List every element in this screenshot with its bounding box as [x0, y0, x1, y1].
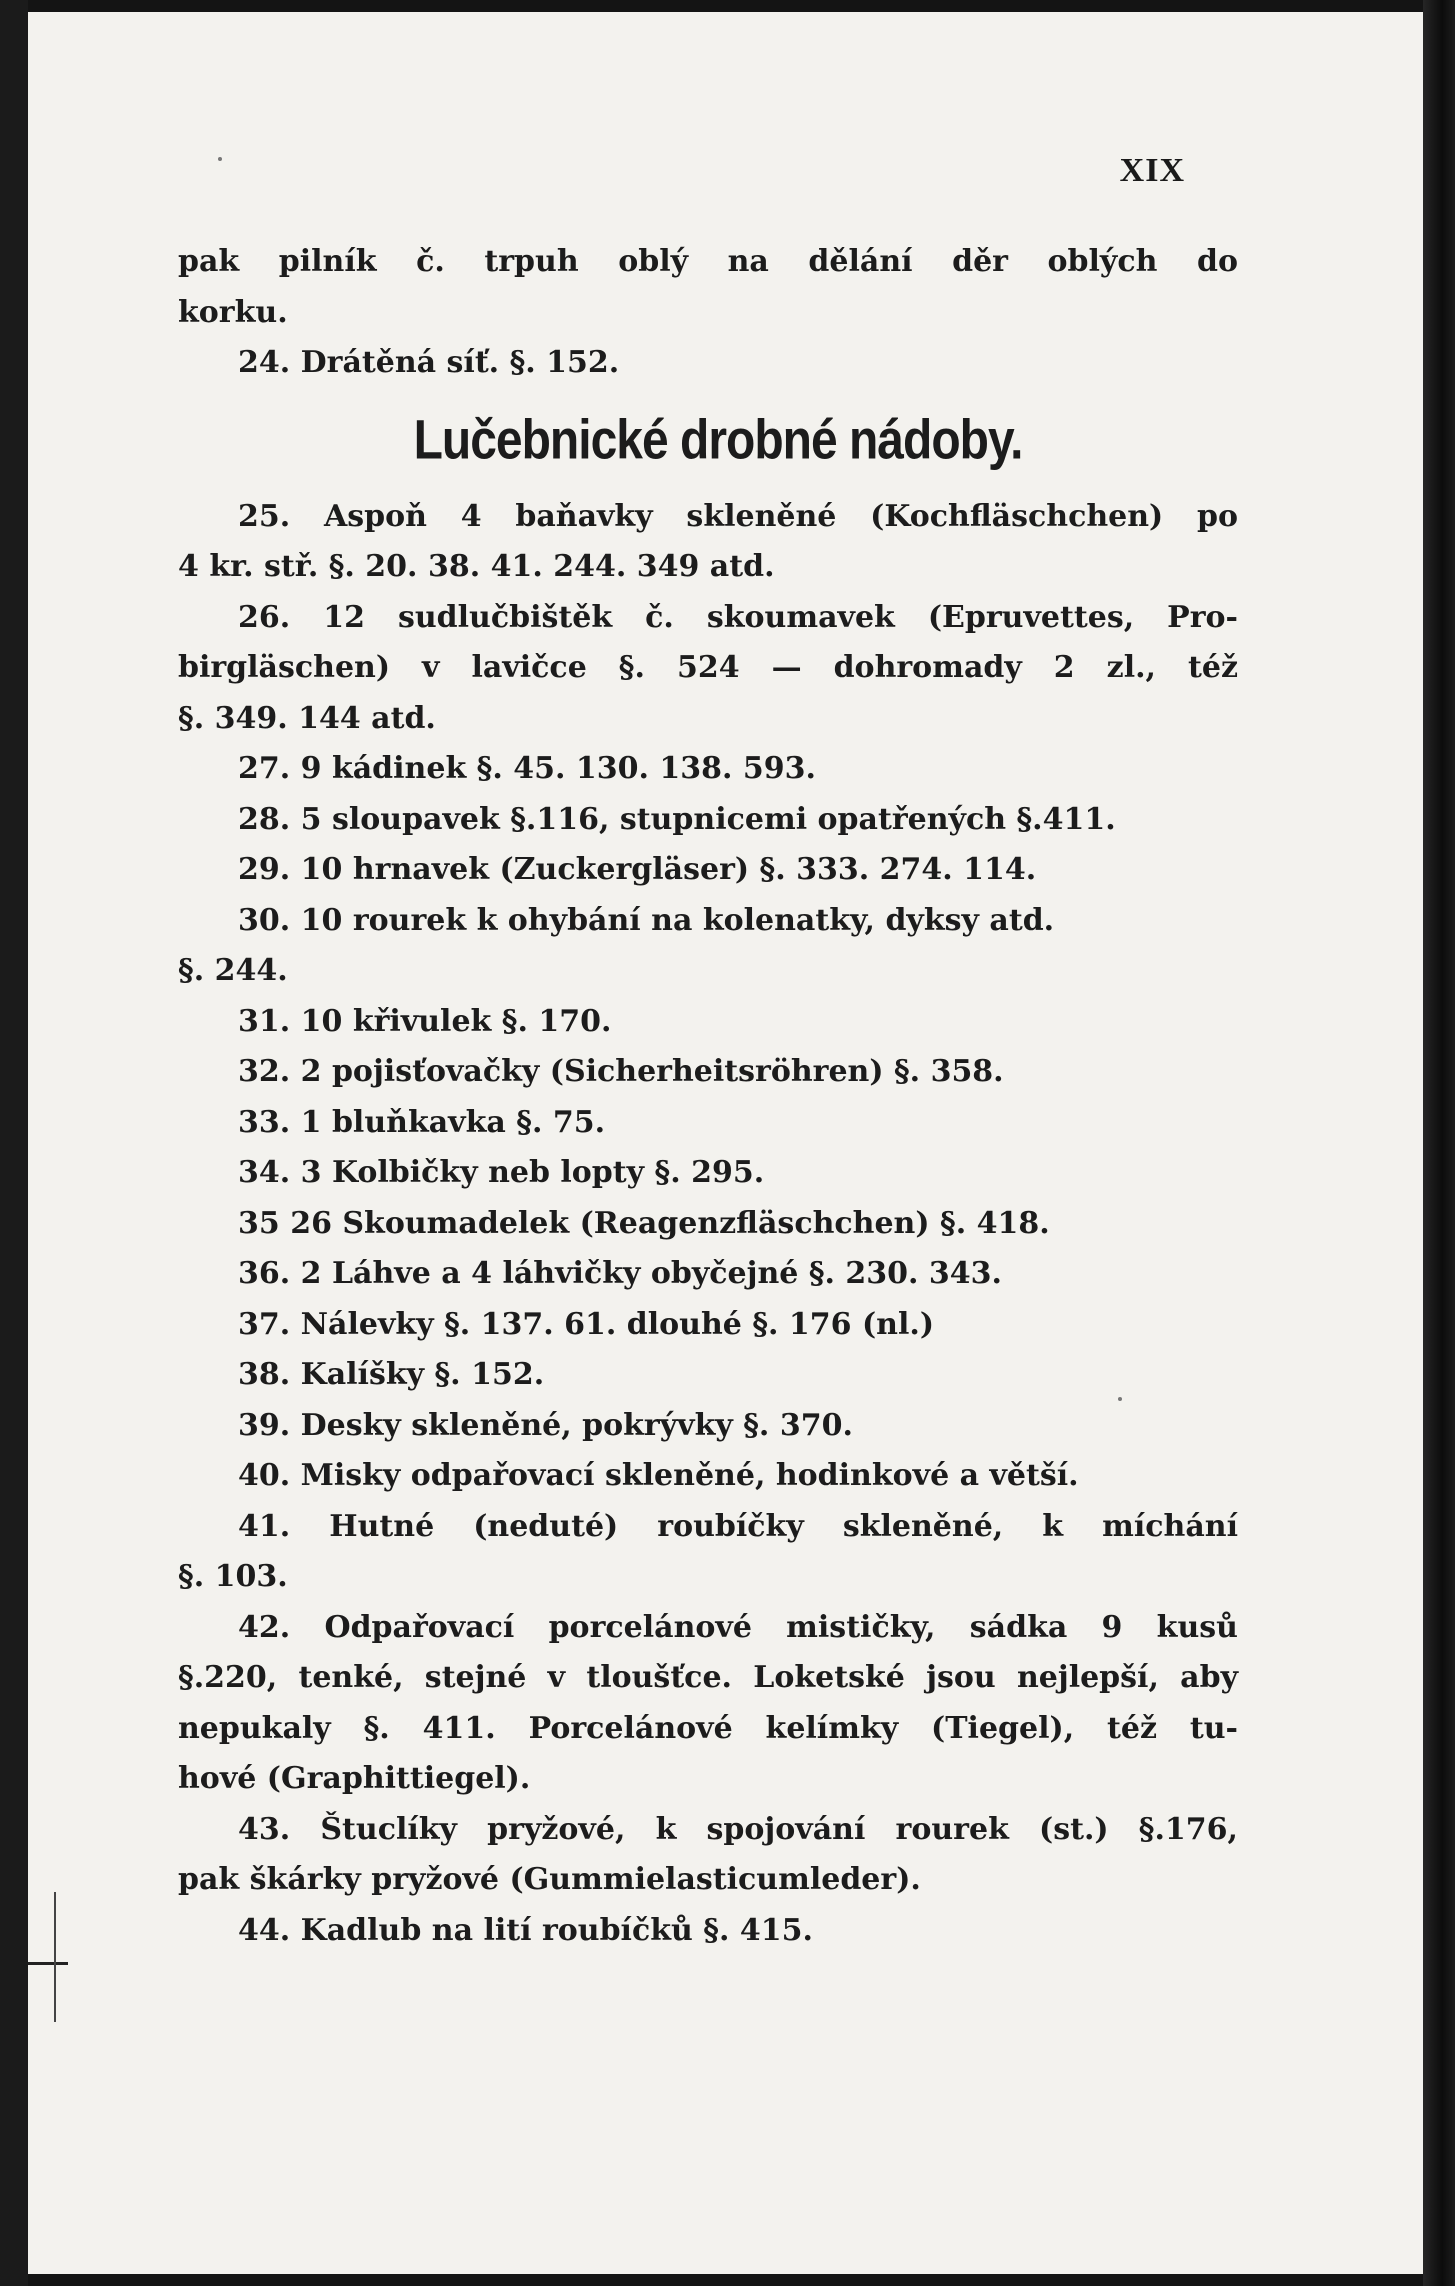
text-line: §. 349. 144 atd. — [178, 700, 436, 736]
list-item-39: 39. Desky skleněné, pokrývky §. 370. — [238, 1407, 853, 1443]
list-item-26: 26. 12 sudlučbištěk č. skoumavek (Epruvettes, Pro- — [238, 599, 1238, 635]
list-item-28: 28. 5 sloupavek §.116, stupnicemi opatřených §.411. — [238, 801, 1116, 837]
text-line: pak škárky pryžové (Gummielasticumleder). — [178, 1862, 921, 1897]
scan-edge-left — [0, 0, 28, 2286]
list-item-41: 41. Hutné (neduté) roubíčky skleněné, k míchání — [238, 1508, 1238, 1544]
list-item-33: 33. 1 bluňkavka §. 75. — [238, 1104, 606, 1140]
text-line: pak pilník č. trpuh oblý na dělání děr oblých do — [178, 244, 1238, 279]
list-item-30: 30. 10 rourek k ohybání na kolenatky, dyksy atd. — [238, 902, 1055, 938]
list-item-24: 24. Drátěná síť. §. 152. — [238, 345, 620, 380]
list-item-25: 25. Aspoň 4 baňavky skleněné (Kochfläschchen) po — [238, 498, 1238, 534]
list-item-36: 36. 2 Láhve a 4 láhvičky obyčejné §. 230. 343. — [238, 1256, 1002, 1291]
book-page — [28, 12, 1423, 2274]
list-item-32: 32. 2 pojisťovačky (Sicherheitsröhren) §. 358. — [238, 1054, 1004, 1089]
text-line: §.220, tenké, stejné v tloušťce. Loketské jsou nejlepší, aby — [178, 1660, 1238, 1695]
list-item-35: 35 26 Skoumadelek (Reagenzfläschchen) §. 418. — [238, 1205, 1050, 1241]
list-item-43: 43. Štuclíky pryžové, k spojování rourek (st.) §.176, — [238, 1811, 1238, 1847]
text-line: §. 244. — [178, 953, 288, 988]
paper-speck — [1118, 1397, 1122, 1401]
text-line: birgläschen) v lavičce §. 524 — dohromady 2 zl., též — [178, 650, 1238, 685]
scan-mark — [28, 1962, 68, 1965]
section-heading: Lučebnické drobné nádoby. — [413, 409, 1023, 471]
list-item-29: 29. 10 hrnavek (Zuckergläser) §. 333. 274. 114. — [238, 852, 1037, 887]
scan-mark — [54, 1892, 56, 2022]
text-line: hové (Graphittiegel). — [178, 1761, 531, 1796]
page-number: XIX — [1119, 152, 1185, 189]
page-text — [178, 237, 1238, 1956]
paper-speck — [218, 157, 222, 161]
scan-edge-right — [1423, 0, 1455, 2286]
list-item-27: 27. 9 kádinek §. 45. 130. 138. 593. — [238, 751, 816, 786]
list-item-42: 42. Odpařovací porcelánové mističky, sádka 9 kusů — [238, 1609, 1238, 1645]
list-item-34: 34. 3 Kolbičky neb lopty §. 295. — [238, 1155, 765, 1190]
text-line: 4 kr. stř. §. 20. 38. 41. 244. 349 atd. — [178, 549, 775, 584]
text-line: korku. — [178, 294, 288, 330]
text-line: §. 103. — [178, 1559, 288, 1594]
text-line: nepukaly §. 411. Porcelánové kelímky (Tiegel), též tu- — [178, 1710, 1238, 1746]
list-item-40: 40. Misky odpařovací skleněné, hodinkové a větší. — [238, 1458, 1079, 1493]
list-item-37: 37. Nálevky §. 137. 61. dlouhé §. 176 (nl.) — [238, 1306, 935, 1342]
list-item-31: 31. 10 křivulek §. 170. — [238, 1003, 612, 1039]
list-item-44: 44. Kadlub na lití roubíčků §. 415. — [238, 1912, 813, 1948]
list-item-38: 38. Kalíšky §. 152. — [238, 1357, 545, 1392]
